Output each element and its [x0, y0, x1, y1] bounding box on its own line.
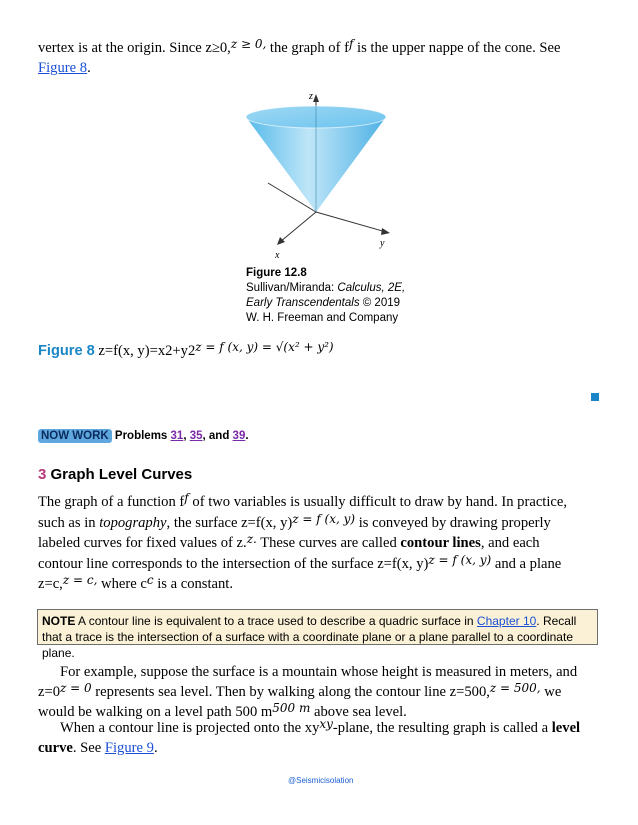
p2-l4b: and a plane	[491, 555, 562, 572]
y-axis-arrow	[381, 228, 390, 235]
figure-8-link[interactable]: Figure 8	[38, 60, 88, 76]
p2-l3c: , and each	[480, 535, 540, 551]
p2-l5m2: c	[146, 573, 154, 587]
p2-l4a: contour line corresponds to the intersection of the surface z=f(x, y)	[38, 555, 429, 572]
p2-l1a: The graph of a function f	[38, 494, 185, 510]
axis-label-z: z	[309, 91, 313, 102]
problem-31-link[interactable]: 31	[170, 430, 184, 442]
now-work-sep1: ,	[183, 430, 190, 442]
figure-equation-math: z = f (x, y) = √(x² + y²)	[195, 340, 334, 354]
p3-l2c: we	[540, 684, 562, 700]
p2-l2a: such as in	[38, 514, 100, 531]
section-heading	[38, 466, 192, 483]
p2-contour-lines: contour lines	[400, 535, 481, 551]
caption-line-1a: Sullivan/Miranda:	[246, 282, 338, 294]
p3-l2m2: z = 500,	[489, 681, 541, 695]
end-of-section-marker	[591, 393, 599, 401]
figure-9-link[interactable]: Figure 9	[104, 740, 154, 756]
p3-l3a: would be walking on a level path 500 m	[38, 704, 273, 720]
axis-label-x: x	[275, 250, 280, 261]
y-axis-line	[316, 212, 386, 232]
now-work-line	[38, 430, 249, 442]
caption-title: Figure 12.8	[246, 267, 307, 279]
p2-l5b: where c	[97, 576, 147, 592]
caption-line-2b: © 2019	[359, 297, 401, 309]
p2-l5c: is a constant.	[153, 576, 234, 592]
intro-math-a: z ≥ 0,	[230, 37, 267, 51]
problem-39-link[interactable]: 39	[232, 430, 246, 442]
p4-l1b: -plane, the resulting graph is called a	[332, 720, 552, 736]
now-work-badge: NOW WORK	[38, 429, 112, 443]
x-axis-line	[280, 212, 316, 242]
p4-l2b: .	[153, 740, 158, 756]
watermark: @Seismicisolation	[288, 776, 354, 785]
p3-l3m: 500 m	[272, 701, 311, 715]
p2-l5m: z = c,	[62, 573, 98, 587]
p4-curve: curve	[38, 740, 73, 756]
paragraph-example	[38, 662, 603, 722]
p3-l1: For example, suppose the surface is a mountain whose height is measured in meters, and	[60, 664, 578, 680]
intro-text-d: .	[87, 60, 91, 76]
figure-8-label	[38, 340, 334, 360]
figure-caption	[246, 266, 446, 326]
now-work-end: .	[245, 430, 249, 442]
p3-l3b: above sea level.	[310, 704, 407, 720]
p2-l3m: z.	[246, 532, 257, 546]
p3-l2m: z = 0	[60, 681, 92, 695]
note-box	[37, 609, 598, 660]
p2-l3a: labeled curves for fixed values of z.	[38, 535, 247, 551]
figure-equation-text: z=f(x, y)=x2+y2	[94, 343, 196, 359]
caption-line-2	[246, 296, 446, 311]
paragraph-intro	[38, 38, 603, 78]
p4-l2a: . See	[72, 740, 105, 756]
p3-l2a: z=0	[38, 684, 61, 700]
p2-l2c: is conveyed by drawing properly	[355, 514, 551, 531]
intro-text-b: the graph of f	[266, 40, 349, 56]
section-title: Graph Level Curves	[46, 466, 193, 483]
note-label: NOTE	[42, 614, 76, 628]
p4-l1a: When a contour line is projected onto the xy	[60, 720, 320, 736]
p2-l1m: f	[184, 491, 189, 505]
now-work-text: Problems	[111, 430, 171, 442]
intro-text-a: vertex is at the origin. Since z≥0,	[38, 40, 231, 56]
p2-l3b: These curves are called	[256, 535, 401, 551]
note-text-a: A contour line is equivalent to a trace used to describe a quadric surface in	[75, 614, 477, 628]
p2-topography: topography	[99, 514, 167, 531]
p2-l2b: , the surface z=f(x, y)	[166, 514, 293, 531]
section-number: 3	[38, 466, 47, 483]
z-axis-arrow	[313, 94, 319, 102]
p2-l4m: z = f (x, y)	[428, 552, 492, 567]
p4-level: level	[551, 720, 581, 736]
p2-l1b: of two variables is usually difficult to draw by hand. In practice,	[188, 494, 568, 510]
p4-l1m: xy	[319, 717, 333, 731]
chapter-10-link[interactable]: Chapter 10	[476, 614, 537, 628]
figure-number: Figure 8	[38, 343, 95, 359]
p2-l2m: z = f (x, y)	[292, 511, 356, 526]
now-work-sep2: , and	[202, 430, 233, 442]
problem-35-link[interactable]: 35	[189, 430, 203, 442]
caption-line-1b: Calculus, 2E,	[337, 282, 406, 294]
note-text-b: . Recall that a trace is the intersection of a surface with a coordinate plane or a plane parallel to a coordinate plane.	[42, 614, 577, 660]
p2-l5a: z=c,	[38, 576, 63, 592]
intro-math-b: f	[348, 37, 354, 51]
paragraph-level-curve-def	[38, 718, 603, 758]
caption-line-2a: Early Transcendentals	[246, 297, 360, 309]
paragraph-level-curves	[38, 492, 603, 595]
intro-text-c: is the upper nappe of the cone. See	[353, 40, 561, 56]
caption-line-3: W. H. Freeman and Company	[246, 312, 399, 324]
caption-line-1	[246, 281, 446, 296]
axis-label-y: y	[380, 238, 385, 249]
p3-l2b: represents sea level. Then by walking along the contour line z=500,	[91, 684, 490, 700]
